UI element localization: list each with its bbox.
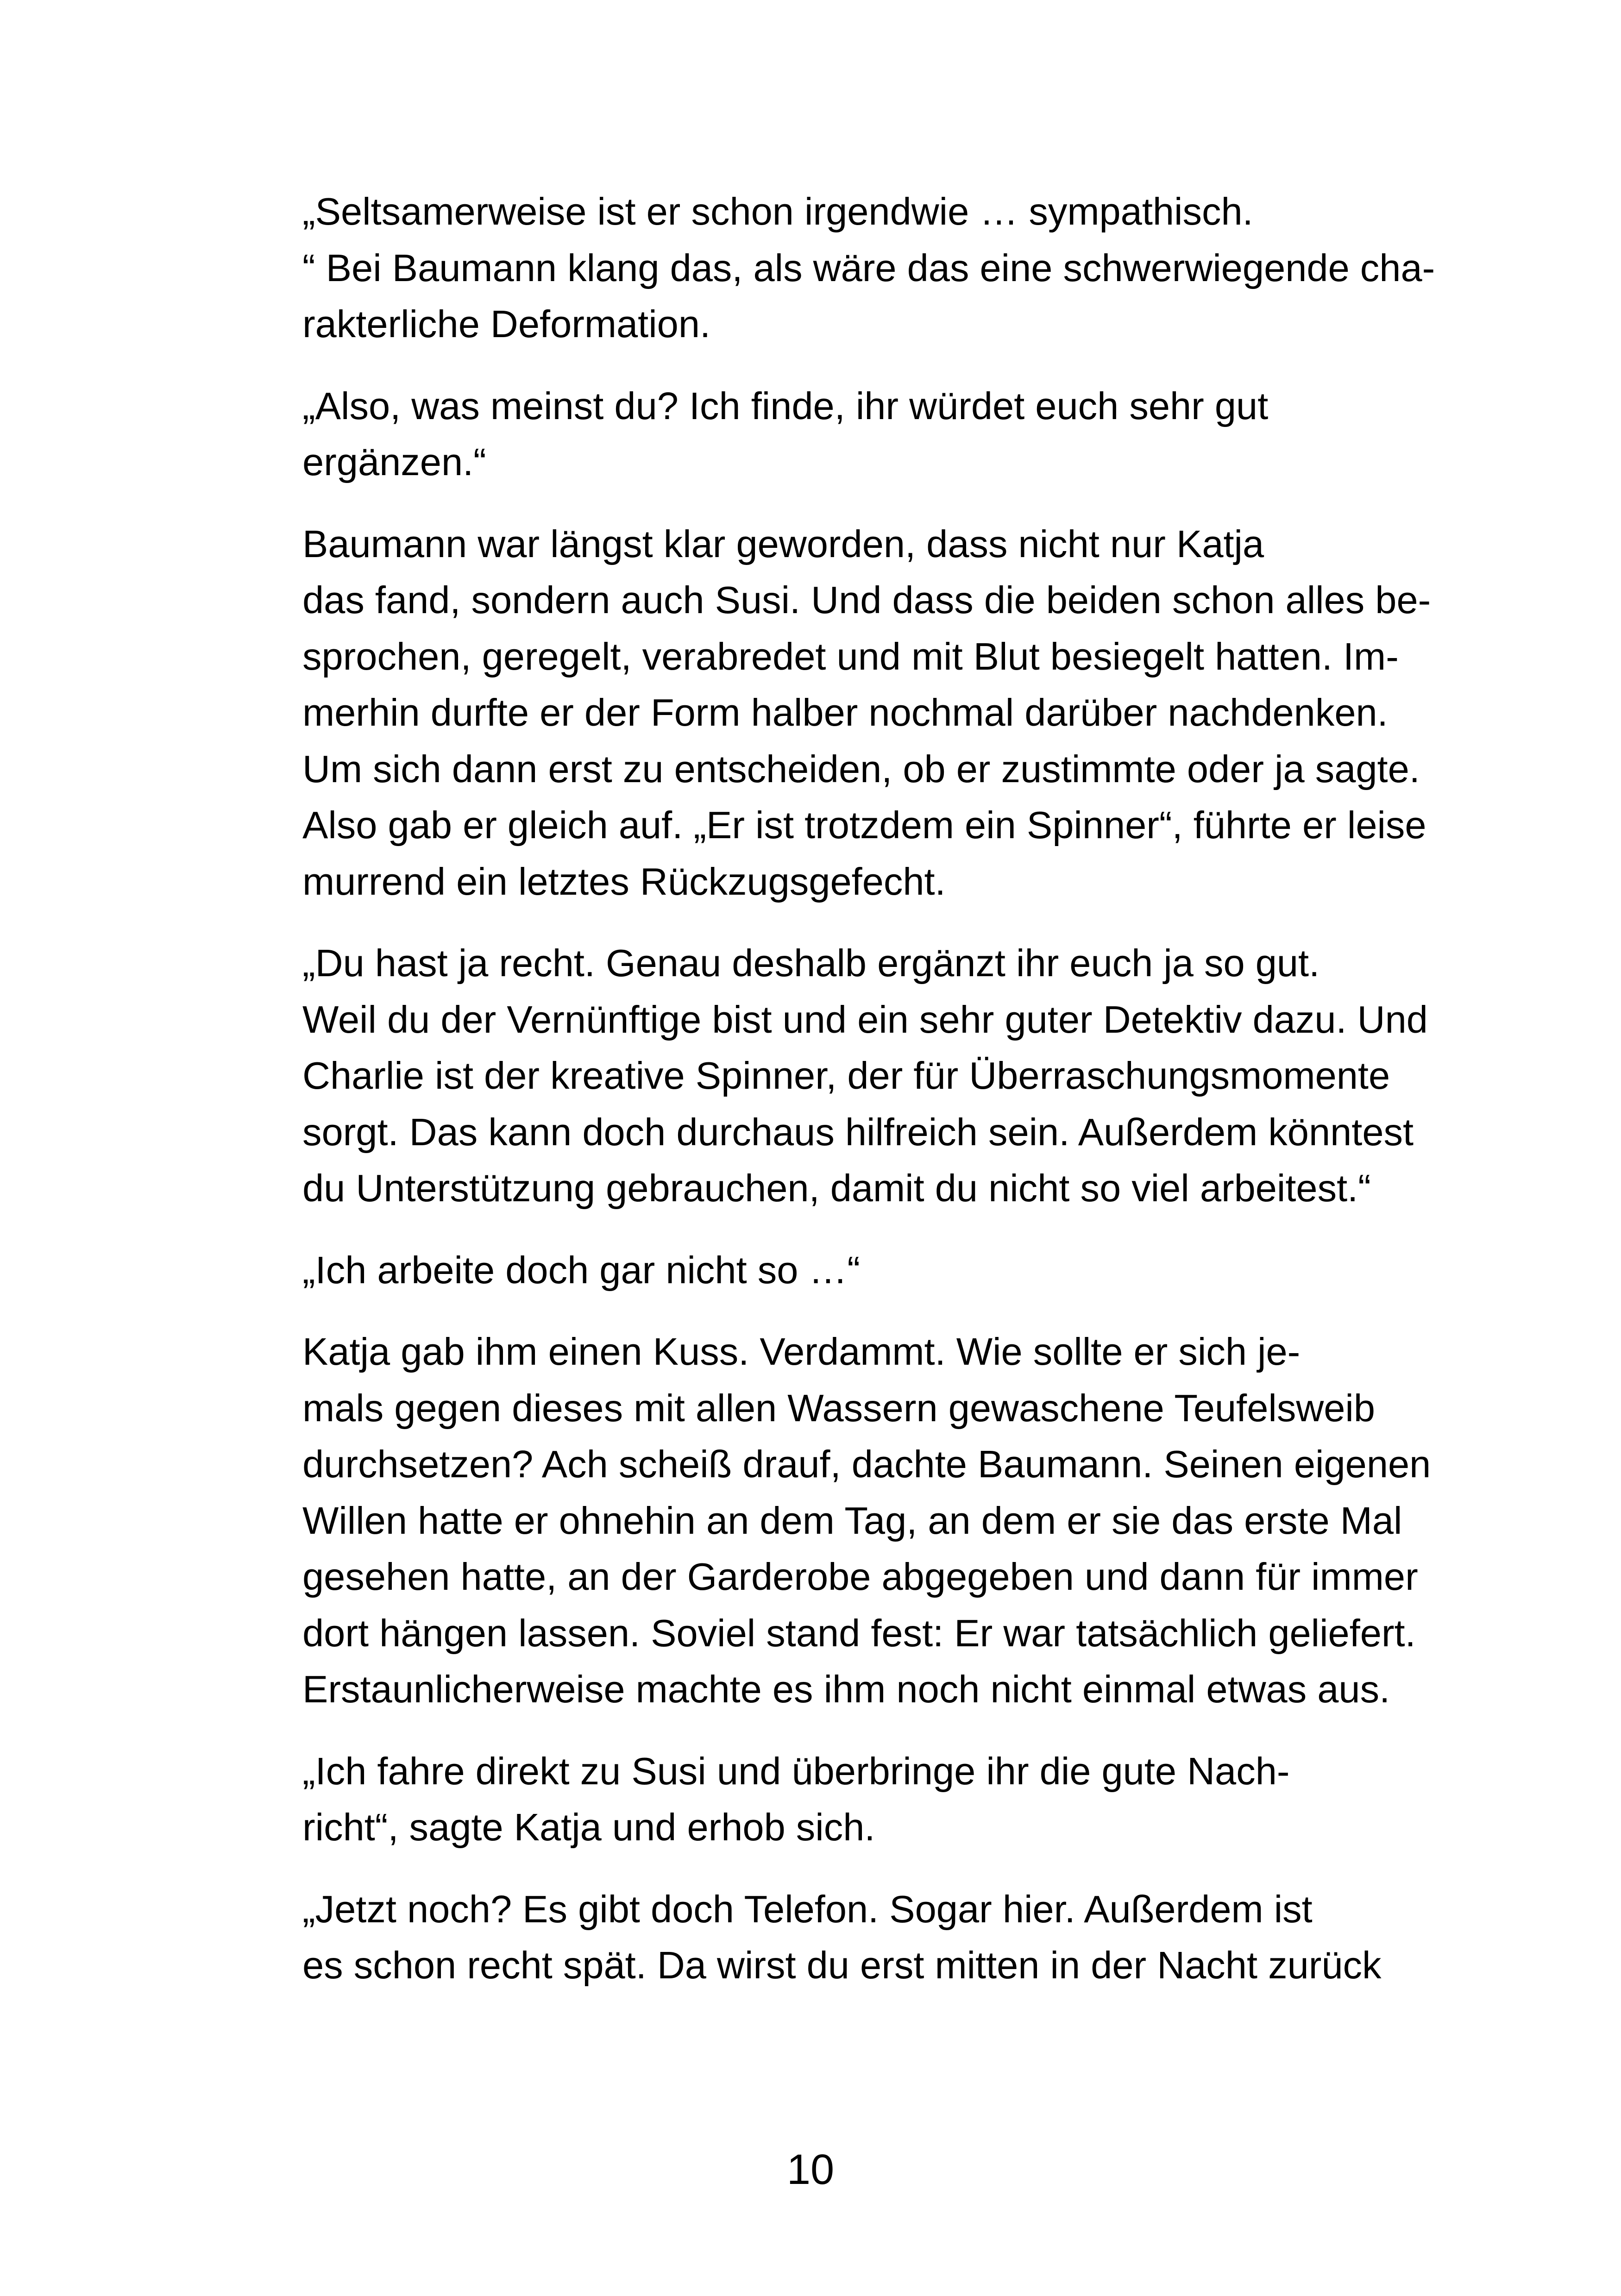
paragraph-4 xyxy=(163,935,1456,1217)
text-line: dort hängen lassen. Soviel stand fest: Er war tatsächlich geliefert. xyxy=(302,1611,1416,1655)
paragraph-5 xyxy=(163,1242,1456,1299)
text-line: “ Bei Baumann klang das, als wäre das eine schwerwiegende cha- xyxy=(302,246,1435,289)
text-line: merhin durfte er der Form halber nochmal darüber nachdenken. xyxy=(302,691,1388,734)
text-line: Um sich dann erst zu entscheiden, ob er zustimmte oder ja sagte. xyxy=(302,747,1420,790)
text-line: richt“, sagte Katja und erhob sich. xyxy=(302,1806,875,1849)
text-line: ergänzen.“ xyxy=(302,440,486,483)
text-line: Katja gab ihm einen Kuss. Verdammt. Wie sollte er sich je- xyxy=(302,1330,1301,1373)
text-line: sorgt. Das kann doch durchaus hilfreich sein. Außerdem könntest xyxy=(302,1110,1414,1154)
paragraph-3 xyxy=(163,516,1456,910)
text-line: Weil du der Vernünftige bist und ein sehr guter Detektiv dazu. Und xyxy=(302,997,1428,1041)
text-line: „Ich fahre direkt zu Susi und überbringe ihr die gute Nach- xyxy=(302,1749,1290,1793)
text-line: Charlie ist der kreative Spinner, der für Überraschungsmomente xyxy=(302,1054,1390,1097)
text-line: das fand, sondern auch Susi. Und dass die beiden schon alles be- xyxy=(302,578,1431,621)
text-line: rakterliche Deformation. xyxy=(302,302,711,345)
text-line: Erstaunlicherweise machte es ihm noch nicht einmal etwas aus. xyxy=(302,1668,1390,1711)
paragraph-8 xyxy=(163,1881,1456,1994)
text-line: gesehen hatte, an der Garderobe abgegeben und dann für immer xyxy=(302,1555,1418,1598)
text-line: Also gab er gleich auf. „Er ist trotzdem ein Spinner“, führte er leise xyxy=(302,803,1426,847)
paragraph-2 xyxy=(163,378,1456,490)
paragraph-1 xyxy=(163,183,1456,352)
text-line: „Jetzt noch? Es gibt doch Telefon. Sogar hier. Außerdem ist xyxy=(302,1887,1313,1931)
text-line: „Du hast ja recht. Genau deshalb ergänzt ihr euch ja so gut. xyxy=(302,941,1320,985)
text-line: durchsetzen? Ach scheiß drauf, dachte Baumann. Seinen eigenen xyxy=(302,1443,1431,1486)
text-line: „Also, was meinst du? Ich finde, ihr würdet euch sehr gut xyxy=(302,384,1269,427)
text-line: mals gegen dieses mit allen Wassern gewaschene Teufelsweib xyxy=(302,1386,1376,1430)
text-line: Baumann war längst klar geworden, dass nicht nur Katja xyxy=(302,522,1264,565)
text-line: sprochen, geregelt, verabredet und mit Blut besiegelt hatten. Im- xyxy=(302,634,1399,678)
paragraph-7 xyxy=(163,1743,1456,1856)
text-line: murrend ein letztes Rückzugsgefecht. xyxy=(302,859,946,903)
page-number: 10 xyxy=(786,2146,835,2193)
text-line: Willen hatte er ohnehin an dem Tag, an dem er sie das erste Mal xyxy=(302,1499,1402,1542)
paragraph-6 xyxy=(163,1324,1456,1718)
text-line: es schon recht spät. Da wirst du erst mitten in der Nacht zurück xyxy=(302,1944,1382,1987)
body-text xyxy=(163,183,1456,2019)
text-line: „Ich arbeite doch gar nicht so …“ xyxy=(302,1248,861,1292)
text-line: du Unterstützung gebrauchen, damit du nicht so viel arbeitest.“ xyxy=(302,1167,1371,1210)
text-line: „Seltsamerweise ist er schon irgendwie … sympathisch. xyxy=(302,190,1253,233)
